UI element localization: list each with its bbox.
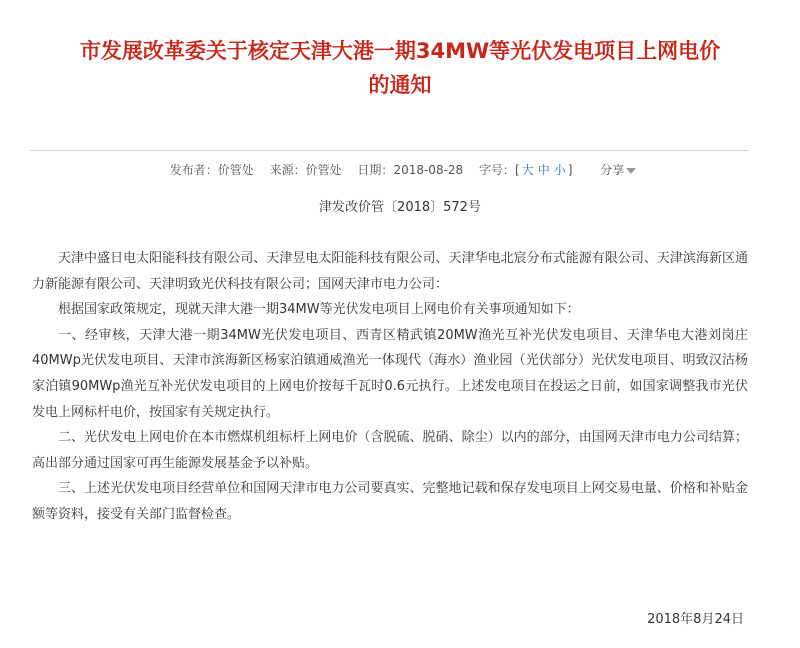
meta-date: 日期：2018-08-28 (357, 163, 464, 177)
meta-publisher: 发布者：价管处 (169, 163, 254, 177)
chevron-down-icon (626, 168, 636, 174)
document-body (32, 246, 748, 528)
meta-font-size: 字号：[ 大 中 小 ] (479, 163, 573, 177)
page-title (40, 34, 760, 102)
article-meta (0, 161, 800, 178)
signature-date: 2018年8月24日 (647, 612, 744, 627)
addressee-paragraph: 天津中盛日电太阳能科技有限公司、天津昱电太阳能科技有限公司、天津华电北宸分布式能源有限公司、天津滨海新区通力新能源有限公司、天津明致光伏科技有限公司；国网天津市电力公司： (32, 251, 748, 292)
meta-source: 来源：价管处 (269, 163, 342, 177)
document-number: 津发改价管〔2018〕572号 (319, 200, 481, 215)
item-two-paragraph: 二、光伏发电上网电价在本市燃煤机组标杆上网电价（含脱硫、脱硝、除尘）以内的部分，由国网天津市电力公司结算；高出部分通过国家可再生能源发展基金予以补贴。 (32, 430, 748, 471)
item-one-paragraph: 一、经审核，天津大港一期34MW光伏发电项目、西青区精武镇20MW渔光互补光伏发电项目、天津华电大港刘岗庄40MWp光伏发电项目、天津市滨海新区杨家泊镇通威渔光一体现代（海水）渔业园（光伏部分）光伏发电项目、明致汉沽杨家泊镇90MWp渔光互补光伏发电项目的上网电价按每千瓦时0.6元执行。上述发电项目在投运之日前，如国家调整我市光伏发电上网标杆电价，按国家有关规定执行。 (32, 327, 748, 420)
item-three-paragraph: 三、上述光伏发电项目经营单位和国网天津市电力公司要真实、完整地记载和保存发电项目上网交易电量、价格和补贴金额等资料，接受有关部门监督检查。 (32, 481, 748, 522)
share-label: 分享 (600, 163, 625, 177)
title-divider (30, 150, 748, 151)
intro-paragraph: 根据国家政策规定，现就天津大港一期34MW等光伏发电项目上网电价有关事项通知如下： (58, 302, 580, 318)
share-button[interactable] (600, 163, 636, 177)
font-size-medium-link[interactable]: 中 (537, 163, 550, 177)
title-line-1: 市发展改革委关于核定天津大港一期34MW等光伏发电项目上网电价 (79, 39, 721, 63)
font-size-large-link[interactable]: 大 (521, 163, 534, 177)
font-size-small-link[interactable]: 小 (553, 163, 566, 177)
title-line-2: 的通知 (368, 73, 432, 97)
